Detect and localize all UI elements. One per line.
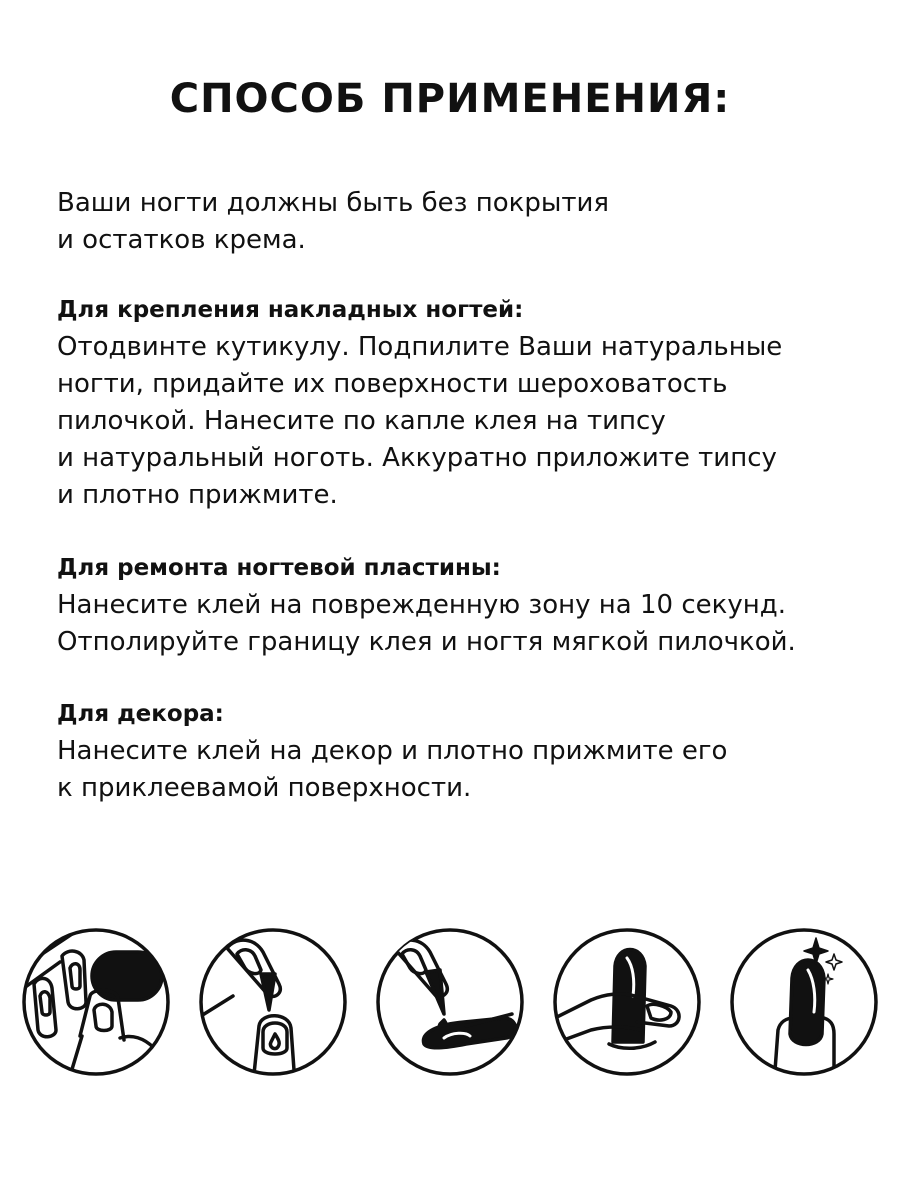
- press-tip-icon: [551, 926, 703, 1078]
- section-decor: [57, 696, 857, 807]
- section-line: Отполируйте границу клея и ногтя мягкой пилочкой.: [57, 627, 796, 657]
- section-heading: Для декора:: [57, 701, 224, 727]
- intro-line-2: и остатков крема.: [57, 225, 306, 255]
- section-line: пилочкой. Нанесите по капле клея на типсу: [57, 406, 666, 436]
- section-heading: Для крепления накладных ногтей:: [57, 297, 524, 323]
- steps-icon-row: [20, 926, 880, 1086]
- section-line: к приклеевамой поверхности.: [57, 773, 472, 803]
- section-line: Отодвинте кутикулу. Подпилите Ваши натуральные: [57, 332, 783, 362]
- section-line: ногти, придайте их поверхности шероховатость: [57, 369, 728, 399]
- section-line: Нанесите клей на поврежденную зону на 10 секунд.: [57, 590, 786, 620]
- section-line: и плотно прижмите.: [57, 480, 338, 510]
- section-artificial-nails: [57, 292, 857, 514]
- apply-glue-tip-icon: [374, 926, 526, 1078]
- finished-nail-sparkle-icon: [728, 926, 880, 1078]
- page-title: СПОСОБ ПРИМЕНЕНИЯ:: [169, 76, 731, 122]
- section-nail-repair: [57, 550, 857, 661]
- apply-glue-nail-icon: [197, 926, 349, 1078]
- section-heading: Для ремонта ногтевой пластины:: [57, 555, 501, 581]
- push-cuticle-icon: [20, 926, 172, 1078]
- intro-line-1: Ваши ногти должны быть без покрытия: [57, 188, 610, 218]
- section-line: Нанесите клей на декор и плотно прижмите его: [57, 736, 728, 766]
- section-line: и натуральный ноготь. Аккуратно приложите типсу: [57, 443, 777, 473]
- intro-block: [57, 185, 857, 259]
